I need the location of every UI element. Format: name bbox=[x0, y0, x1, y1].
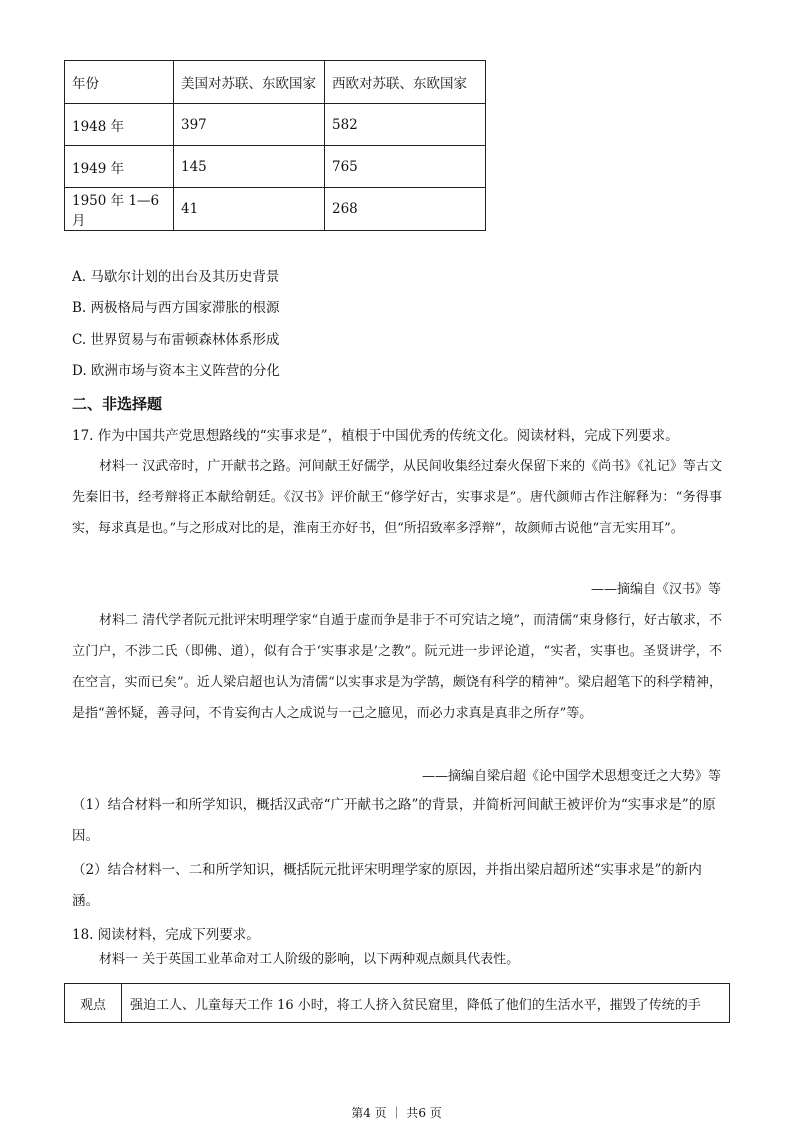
table-header-cell: 美国对苏联、东欧国家 bbox=[174, 61, 325, 104]
table-header-row bbox=[65, 61, 486, 104]
q17-source-1: ——摘编自《汉书》等 bbox=[590, 582, 721, 597]
table-cell: 397 bbox=[174, 104, 325, 146]
option-d: D. 欧洲市场与资本主义阵营的分化 bbox=[72, 363, 280, 379]
table-header-cell: 西欧对苏联、东欧国家 bbox=[325, 61, 486, 104]
table-header-cell: 年份 bbox=[65, 61, 174, 104]
table-cell: 1950 年 1—6 月 bbox=[65, 188, 174, 231]
table-cell: 145 bbox=[174, 146, 325, 188]
q17-sub-2: （2）结合材料一、二和所学知识，概括阮元批评宋明理学家的原因，并指出梁启超所述“实事求是”的新内涵。 bbox=[72, 862, 702, 909]
viewpoint-text: 强迫工人、儿童每天工作 16 小时，将工人挤入贫民窟里，降低了他们的生活水平，摧毁了传统的手 bbox=[122, 984, 730, 1023]
viewpoint-label: 观点 bbox=[65, 984, 122, 1023]
export-table bbox=[64, 60, 486, 231]
option-a: A. 马歇尔计划的出台及其历史背景 bbox=[72, 269, 280, 285]
q17-stem: 17. 作为中国共产党思想路线的“实事求是”，植根于中国优秀的传统文化。阅读材料，完成下列要求。 bbox=[72, 428, 679, 444]
table-row bbox=[65, 104, 486, 146]
q18-material-1 bbox=[72, 950, 722, 970]
q17-material-2-text: 材料二 清代学者阮元批评宋明理学家“自遁于虚而争是非于不可究诘之境”，而清儒“束身修行，好古敏求，不立门户，不涉二氏（即佛、道），似有合于‘实事求是’之教”。阮元进一步评论道，“实者，实事也。圣贤讲学，不在空言，实而已矣”。近人梁启超也认为清儒“以实事求是为学鹄，颇饶有科学的精神”。梁启超笔下的科学精神，是指“善怀疑，善寻问，不肯妄徇古人之成说与一己之臆见，而必力求真是真非之所存”等。 bbox=[72, 613, 722, 721]
viewpoint-table bbox=[64, 983, 730, 1023]
table-cell: 765 bbox=[325, 146, 486, 188]
table-row bbox=[65, 188, 486, 231]
option-c: C. 世界贸易与布雷顿森林体系形成 bbox=[72, 332, 280, 348]
table-cell: 582 bbox=[325, 104, 486, 146]
table-cell: 1949 年 bbox=[65, 146, 174, 188]
table-cell: 41 bbox=[174, 188, 325, 231]
page-footer: 第4 页 ｜ 共6 页 bbox=[351, 1106, 442, 1120]
q17-sub-1: （1）结合材料一和所学知识，概括汉武帝“广开献书之路”的背景，并简析河间献王被评价为“实事求是”的原因。 bbox=[72, 797, 716, 844]
q17-material-2 bbox=[72, 605, 722, 729]
table-cell: 1948 年 bbox=[65, 104, 174, 146]
q18-stem: 18. 阅读材料，完成下列要求。 bbox=[72, 927, 260, 943]
section-title: 二、非选择题 bbox=[72, 395, 163, 413]
table-cell: 268 bbox=[325, 188, 486, 231]
q17-material-1 bbox=[72, 451, 722, 544]
q17-source-2: ——摘编自梁启超《论中国学术思想变迁之大势》等 bbox=[421, 769, 721, 784]
q18-material-1-text: 材料一 关于英国工业革命对工人阶级的影响，以下两种观点颇具代表性。 bbox=[99, 952, 520, 967]
table-row bbox=[65, 146, 486, 188]
option-b: B. 两极格局与西方国家滞胀的根源 bbox=[72, 300, 280, 316]
table-row bbox=[65, 984, 730, 1023]
q17-material-1-text: 材料一 汉武帝时，广开献书之路。河间献王好儒学，从民间收集经过秦火保留下来的《尚书》《礼记》等古文先秦旧书，经考辩将正本献给朝廷。《汉书》评价献王“修学好古，实事求是”。唐代颜师古作注解释为：“务得事实，每求真是也。”与之形成对比的是，淮南王亦好书，但“所招致率多浮辩”，故颜师古说他“言无实用耳”。 bbox=[72, 459, 722, 536]
